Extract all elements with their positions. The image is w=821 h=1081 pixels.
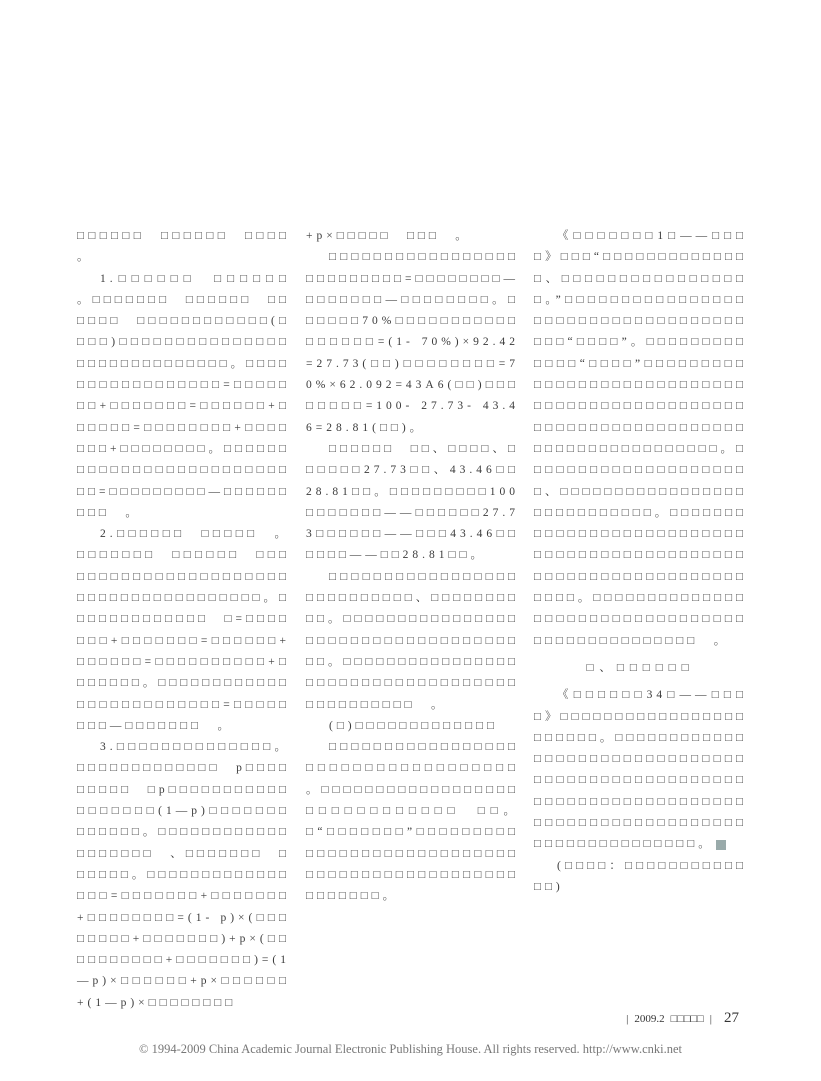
paragraph: □□□□□□□□□□□□□□□□□□□□□□□□□□=□□□□□□□□—□□□□□□□—□□□□□□□□。□□□□□□70%□□□□□□□□□□□□□□□□□=(1- 70%)×92.42=27.73(□□)□□□□□□□□=70%×62.092=43A6(□□)□□□□□□□□=100- 27.73- 43.46=28.81(□□)。: [306, 251, 519, 434]
paragraph: 《□□□□□□□1□——□□□□》□□□“□□□□□□□□□□□□□□、□□□□□□□□□□□□□□□□□。”□□□□□□□□□□□□□□□□□□□□□□□□□□□□□□□□□□□□□□“□□□□”。□□□□□□□□□□□□□“□□□□”□□□□□□□□□□□□□□□□□□□□□□□□□□□□□□□□□□□□□□□□□□□□□□□□□□□□□□□□□□□□□□□□□□□□□□□□□□□□□□□□□□□。□□□□□□□□□□□□□□□□□□□□□、□□□□□□□□□□□□□□□□□□□□□□□□□□□□。□□□□□□□□□□□□□□□□□□□□□□□□□□□□□□□□□□□□□□□□□□□□□□□□□□□□□□□□□□□□□□□□□□□□。□□□□□□□□□□□□□□□□□□□□□□□□□□□□□□□□□□□□□□□□□□□□□□□□ 。: [534, 230, 747, 647]
paragraph-text: 《□□□□□□34□——□□□□》□□□□□□□□□□□□□□□□□□□□□□□。□□□□□□□□□□□□□□□□□□□□□□□□□□□□□□□□□□□□□□□□□□□□□□□□□□□□□□□□□□□□□□□□□□□□□□□□□□□□□□□□□□□□□□□□□□□□□□□□□□□□□□□。: [534, 689, 747, 851]
paragraph: +p×□□□□□ □□□ 。: [306, 230, 471, 242]
section-heading: □、□□□□□□: [586, 661, 695, 674]
paragraph: □□□□□□□□□□□□□□□□□□□□□□□□□□□、□□□□□□□□□□。□□□□□□□□□□□□□□□□□□□□□□□□□□□□□□□□□□□□□。□□□□□□□□□□□□□□□□□□□□□□□□□□□□□□□□□□□□□□□□□□□□□ 。: [306, 570, 519, 711]
subheading: (□)□□□□□□□□□□□□□: [329, 719, 498, 732]
paragraph: □□□□□□ □□、□□□□、□□□□□□27.73□□、43.46□□28.81□□。□□□□□□□□□100□□□□□□□——□□□□□□27.73□□□□□□——□□□43.46□□□□□□——□□28.81□□。: [306, 442, 519, 562]
column-2: [306, 226, 535, 908]
footer-divider: |: [709, 1013, 712, 1025]
copyright-notice: © 1994-2009 China Academic Journal Electronic Publishing House. All rights reserved. http://www.cnki.net: [139, 1042, 682, 1056]
author-note: (□□□□：□□□□□□□□□□□□□): [534, 859, 747, 893]
footer-divider: |: [626, 1013, 629, 1025]
paragraph: 2.□□□□□□ □□□□□ 。□□□□□□□ □□□□□□ □□□□□□□□□□□□□□□□□□□□□□□□□□□□□□□□□□□□□□□。□□□□□□□□□□□□□ □=□□□□□□□+□□□□□□□=□□□□□□+□□□□□□=□□□□□□□□□□+□□□□□□□。□□□□□□□□□□□□□□□□□□□□□□□□□=□□□□□□□□—□□□□□□□ 。: [77, 528, 290, 732]
column-1: [77, 226, 306, 1014]
end-mark-icon: [716, 840, 726, 850]
column-3: [534, 226, 747, 898]
paragraph: □□□□□□□□□□□□□□□□□□□□□□□□□□□□□□□□□□□ 。□□□□□□□□□□□□□□□□□□□□□□□□□□□□□□ □□。□“□□□□□□□”□□□□□□□□□□□□□□□□□□□□□□□□□□□□□□□□□□□□□□□□□□□□□□□□□□□□□□。: [306, 741, 535, 903]
paragraph: 1.□□□□□□ □□□□□□ 。□□□□□□□ □□□□□□ □□□□□□ □□□□□□□□□□□□(□□□□)□□□□□□□□□□□□□□□□□□□□□□□□□□□□□。□□□□□□□□□□□□□□□□□=□□□□□□□+□□□□□□□=□□□□□□+□□□□□□=□□□□□□□□+□□□□□□□+□□□□□□□□。□□□□□□□□□□□□□□□□□□□□□□□□□□□=□□□□□□□□□—□□□□□□□□□ 。: [77, 272, 306, 519]
paragraph: 3.□□□□□□□□□□□□□□。□□□□□□□□□□□□□ p□□□□ □□□□□ □p□□□□□□□□□□□□□□□□□□(1—p)□□□□□□□□□□□□□。□□□□□□□□□□□□□□□□□□□ 、□□□□□□□ □□□□□□。□□□□□□□□□□□□□□□□=□□□□□□□+□□□□□□□+□□□□□□□□=(1- p)×(□□□□□□□□+□□□□□□□)+p×(□□□□□□□□□□+□□□□□□□)=(1—p)×□□□□□□+p×□□□□□□+(1—p)×□□□□□□□□: [77, 741, 306, 1009]
footer-issue: 2009.2: [634, 1013, 665, 1025]
page-footer: [626, 1010, 739, 1027]
paragraph: □□□□□□ □□□□□□ □□□□ 。: [77, 230, 306, 264]
footer-journal: □□□□□: [670, 1013, 704, 1025]
paragraph: [534, 685, 747, 855]
page-number: 27: [724, 1010, 739, 1026]
